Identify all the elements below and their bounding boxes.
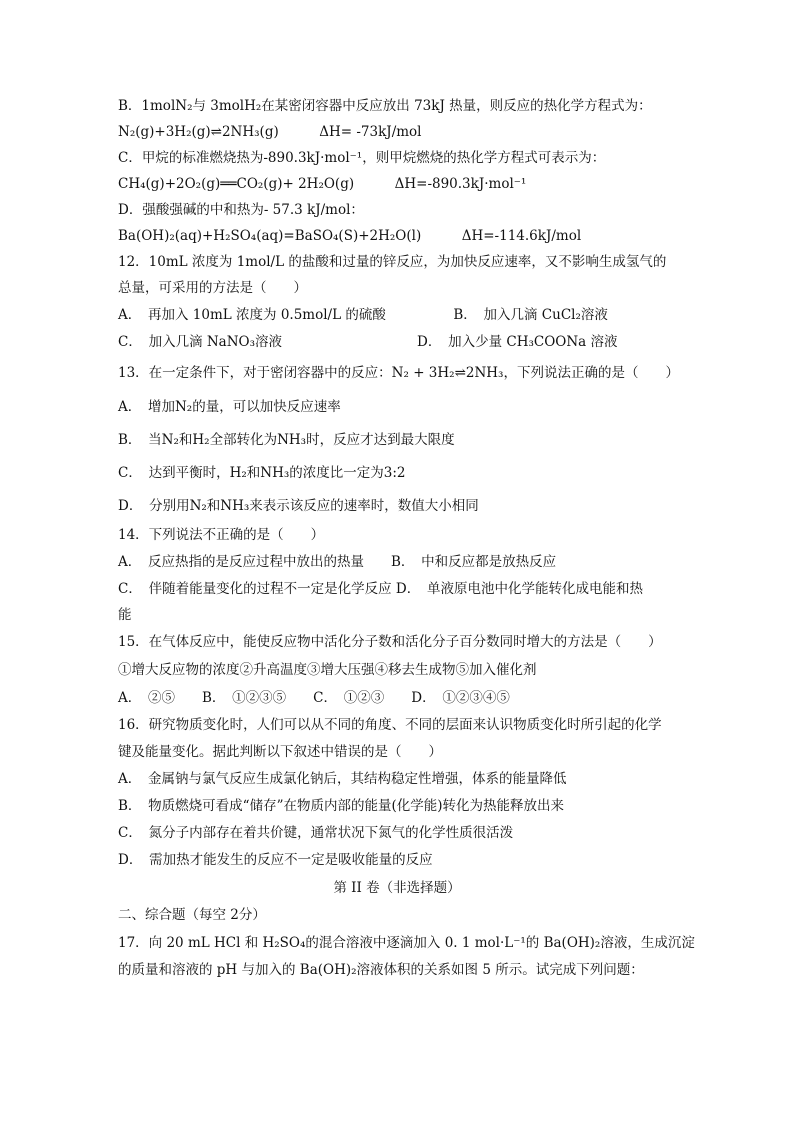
question-14: 14．下列说法不正确的是（ ） <box>118 527 325 543</box>
option-11d: D．强酸强碱的中和热为- 57.3 kJ/mol： <box>118 202 364 218</box>
options-14-cont: 能 <box>118 607 132 623</box>
question-16-line2: 键及能量变化。据此判断以下叙述中错误的是（ ） <box>118 744 442 760</box>
option-16b: B． 物质燃烧可看成“储存”在物质内部的能量(化学能)转化为热能释放出来 <box>118 798 565 814</box>
options-14-cd: C． 伴随着能量变化的过程不一定是化学反应 D． 单液原电池中化学能转化成电能和热 <box>118 581 643 597</box>
question-17-line1: 17．向 20 mL HCl 和 H₂SO₄的混合溶液中逐滴加入 0. 1 mol·L⁻¹的 Ba(OH)₂溶液，生成沉淀 <box>118 935 695 951</box>
question-13: 13．在一定条件下，对于密闭容器中的反应：N₂ + 3H₂⇌2NH₃，下列说法正确的是（ ） <box>118 365 679 381</box>
question-17-line2: 的质量和溶液的 pH 与加入的 Ba(OH)₂溶液体积的关系如图 5 所示。试完成下列问题： <box>118 962 644 978</box>
option-16a: A． 金属钠与氯气反应生成氯化钠后，其结构稳定性增强，体系的能量降低 <box>118 771 567 787</box>
option-11b: B．1molN₂与 3molH₂在某密闭容器中反应放出 73kJ 热量，则反应的热化学方程式为： <box>118 98 652 114</box>
question-15: 15．在气体反应中，能使反应物中活化分子数和活化分子百分数同时增大的方法是（ ） <box>118 634 662 650</box>
equation-11b: N₂(g)+3H₂(g)⇌2NH₃(g) ΔH= -73kJ/mol <box>118 124 422 140</box>
option-13c: C． 达到平衡时，H₂和NH₃的浓度比一定为3:2 <box>118 465 406 481</box>
question-12-line2: 总量，可采用的方法是（ ） <box>118 280 307 296</box>
conditions-15: ①增大反应物的浓度②升高温度③增大压强④移去生成物⑤加入催化剂 <box>118 662 537 678</box>
options-14-ab: A． 反应热指的是反应过程中放出的热量 B． 中和反应都是放热反应 <box>118 554 557 570</box>
question-16-line1: 16．研究物质变化时，人们可以从不同的角度、不同的层面来认识物质变化时所引起的化学 <box>118 717 662 733</box>
options-12-ab: A． 再加入 10mL 浓度为 0.5mol/L 的硫酸 B． 加入几滴 CuCl₂溶液 <box>118 307 608 323</box>
options-12-cd: C． 加入几滴 NaNO₃溶液 D． 加入少量 CH₃COONa 溶液 <box>118 334 618 350</box>
option-16d: D． 需加热才能发生的反应不一定是吸收能量的反应 <box>118 852 433 868</box>
option-11c: C．甲烷的标准燃烧热为-890.3kJ·mol⁻¹，则甲烷燃烧的热化学方程式可表示为： <box>118 150 606 166</box>
equation-11c: CH₄(g)+2O₂(g)══CO₂(g)+ 2H₂O(g) ΔH=-890.3kJ·mol⁻¹ <box>118 176 527 192</box>
section-heading-volume-2: 第 II 卷（非选择题） <box>333 880 461 896</box>
options-15: A． ②⑤ B． ①②③⑤ C． ①②③ D． ①②③④⑤ <box>118 690 510 706</box>
option-13a: A． 增加N₂的量，可以加快反应速率 <box>118 399 341 415</box>
option-13d: D． 分别用N₂和NH₃来表示该反应的速率时，数值大小相同 <box>118 498 479 514</box>
option-16c: C． 氮分子内部存在着共价键，通常状况下氮气的化学性质很活泼 <box>118 825 514 841</box>
equation-11d: Ba(OH)₂(aq)+H₂SO₄(aq)=BaSO₄(S)+2H₂O(l) ΔH=-114.6kJ/mol <box>118 228 582 244</box>
option-13b: B． 当N₂和H₂全部转化为NH₃时，反应才达到最大限度 <box>118 432 455 448</box>
question-12-line1: 12．10mL 浓度为 1mol/L 的盐酸和过量的锌反应，为加快反应速率，又不影响生成氢气的 <box>118 254 667 270</box>
section-heading-comprehensive: 二、综合题（每空 2分） <box>118 907 266 923</box>
